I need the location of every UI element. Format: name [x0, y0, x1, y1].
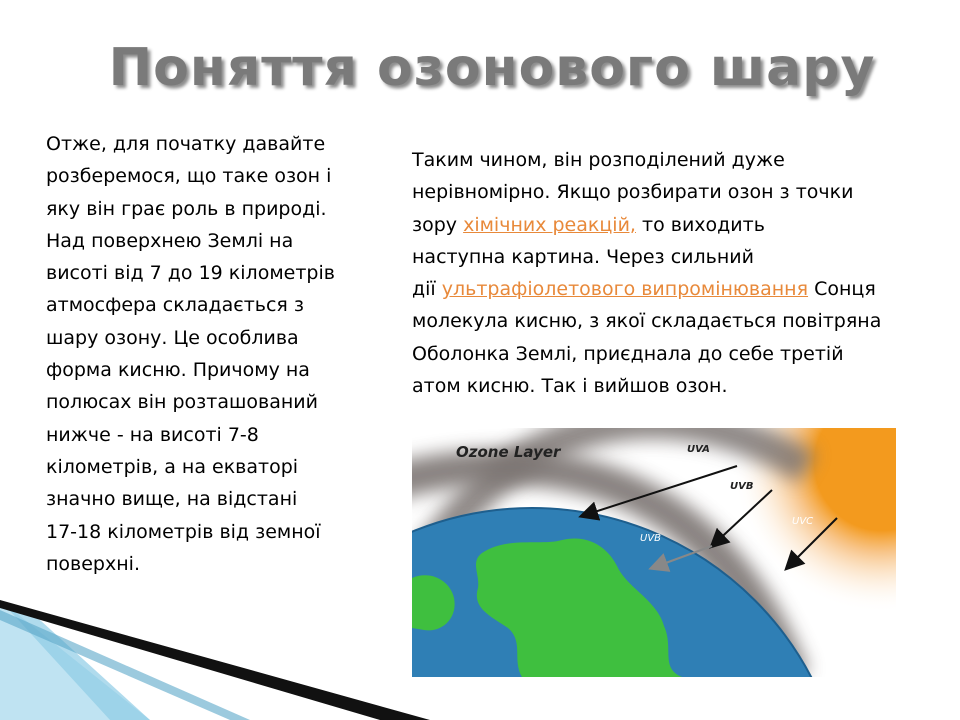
right-text-fragment: Сонця	[808, 278, 876, 301]
left-text-line: Отже, для початку давайте	[46, 133, 326, 155]
right-text-line	[412, 273, 881, 305]
ultraviolet-radiation-link[interactable]: ультрафіолетового випромінювання	[441, 278, 809, 301]
slide-title: Поняття озонового шару	[108, 38, 876, 98]
left-text-line: розберемося, що таке озон і	[46, 165, 332, 188]
left-text-line: полюсах він розташований	[46, 391, 318, 414]
left-text-line: шару озону. Це особлива	[46, 326, 299, 349]
left-text-line: значно вище, на відстані	[46, 488, 298, 511]
left-text-line: поверхні.	[46, 552, 140, 575]
right-text-line	[412, 209, 881, 241]
left-text-line: яку він грає роль в природі.	[46, 197, 327, 220]
left-text-line: форма кисню. Причому на	[46, 359, 310, 382]
uvb-label: UVB	[730, 481, 754, 492]
left-text-line: нижче - на висоті 7-8	[46, 423, 259, 446]
right-text-column	[412, 144, 881, 402]
right-text-fragment: зору	[412, 213, 464, 236]
uvc-label: UVC	[792, 516, 814, 527]
right-text-line: молекула кисню, з якої складається повітряна	[412, 310, 882, 333]
right-text-line: наступна картина. Через сильний	[412, 245, 754, 268]
right-text-fragment: то виходить	[635, 213, 765, 236]
corner-decoration	[0, 600, 960, 720]
left-text-line: кілометрів, а на екваторі	[46, 455, 299, 478]
ozone-layer-label: Ozone Layer	[456, 443, 561, 461]
right-text-line: нерівномірно. Якщо розбирати озон з точки	[412, 181, 854, 204]
right-text-line: Таким чином, він розподілений дуже	[412, 149, 785, 171]
left-text-line: висоті від 7 до 19 кілометрів	[46, 262, 335, 285]
uva-label: UVA	[687, 444, 710, 455]
left-text-line: Над поверхнею Землі на	[46, 229, 294, 252]
uvb-reflected-label: UVB	[640, 533, 662, 544]
right-text-fragment: дії	[412, 278, 442, 301]
left-text-line: атмосфера складається з	[46, 294, 304, 317]
left-text-column	[46, 128, 335, 580]
right-text-line: Оболонка Землі, приєднала до себе третій	[412, 342, 844, 365]
right-text-line: атом кисню. Так і вийшов озон.	[412, 375, 728, 398]
chemical-reactions-link[interactable]: хімічних реакцій,	[463, 213, 636, 236]
left-text-line: 17-18 кілометрів від земної	[46, 520, 321, 543]
